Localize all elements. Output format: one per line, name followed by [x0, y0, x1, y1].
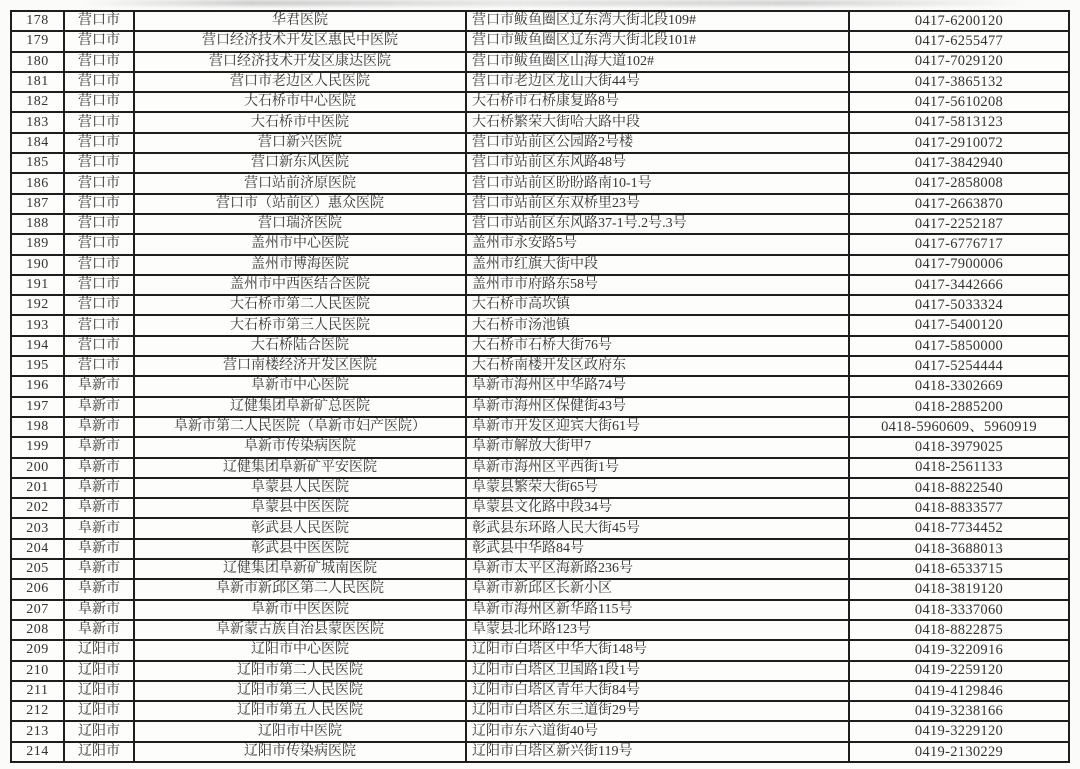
- row-number-cell: 205: [11, 559, 64, 579]
- table-row: [11, 397, 1069, 417]
- table-row: [11, 173, 1069, 193]
- row-number-cell: 201: [11, 478, 64, 498]
- hospital-name-cell: 盖州市博海医院: [134, 255, 466, 275]
- address-cell: 彰武县东环路人民大街45号: [466, 518, 849, 538]
- row-number-cell: 189: [11, 234, 64, 254]
- phone-cell: 0417-7900006: [849, 255, 1069, 275]
- phone-cell: 0418-3688013: [849, 539, 1069, 559]
- row-number-cell: 214: [11, 742, 64, 762]
- table-row: [11, 478, 1069, 498]
- city-cell: 阜新市: [64, 437, 134, 457]
- table-row: [11, 133, 1069, 153]
- address-cell: 大石桥市高坎镇: [466, 295, 849, 315]
- city-cell: 辽阳市: [64, 681, 134, 701]
- phone-cell: 0417-5400120: [849, 315, 1069, 335]
- phone-cell: 0417-5813123: [849, 112, 1069, 132]
- hospital-name-cell: 大石桥市中心医院: [134, 92, 466, 112]
- table-row: [11, 458, 1069, 478]
- row-number-cell: 178: [11, 11, 64, 31]
- table-row: [11, 721, 1069, 741]
- table-row: [11, 255, 1069, 275]
- row-number-cell: 206: [11, 579, 64, 599]
- hospital-name-cell: 大石桥市中医院: [134, 112, 466, 132]
- address-cell: 营口市鲅鱼圈区山海大道102#: [466, 52, 849, 72]
- table-row: [11, 417, 1069, 437]
- phone-cell: 0418-3302669: [849, 376, 1069, 396]
- hospital-name-cell: 盖州市中心医院: [134, 234, 466, 254]
- address-cell: 盖州市永安路5号: [466, 234, 849, 254]
- row-number-cell: 190: [11, 255, 64, 275]
- phone-cell: 0419-2259120: [849, 661, 1069, 681]
- hospital-name-cell: 阜新市中心医院: [134, 376, 466, 396]
- city-cell: 阜新市: [64, 376, 134, 396]
- phone-cell: 0418-2885200: [849, 397, 1069, 417]
- hospital-name-cell: 彰武县中医医院: [134, 539, 466, 559]
- hospital-name-cell: 营口南楼经济开发区医院: [134, 356, 466, 376]
- city-cell: 营口市: [64, 194, 134, 214]
- table-row: [11, 356, 1069, 376]
- table-row: [11, 234, 1069, 254]
- hospital-name-cell: 彰武县人民医院: [134, 518, 466, 538]
- city-cell: 营口市: [64, 11, 134, 31]
- city-cell: 阜新市: [64, 539, 134, 559]
- address-cell: 阜新市海州区中华路74号: [466, 376, 849, 396]
- hospital-name-cell: 华君医院: [134, 11, 466, 31]
- table-row: [11, 52, 1069, 72]
- city-cell: 营口市: [64, 92, 134, 112]
- address-cell: 营口市站前区东风路37-1号.2号.3号: [466, 214, 849, 234]
- address-cell: 盖州市红旗大街中段: [466, 255, 849, 275]
- phone-cell: 0417-3442666: [849, 275, 1069, 295]
- phone-cell: 0419-3220916: [849, 640, 1069, 660]
- phone-cell: 0418-6533715: [849, 559, 1069, 579]
- phone-cell: 0419-3238166: [849, 701, 1069, 721]
- city-cell: 辽阳市: [64, 640, 134, 660]
- phone-cell: 0418-5960609、5960919: [849, 417, 1069, 437]
- hospital-name-cell: 阜新蒙古族自治县蒙医医院: [134, 620, 466, 640]
- city-cell: 营口市: [64, 153, 134, 173]
- address-cell: 营口市鲅鱼圈区辽东湾大街北段101#: [466, 31, 849, 51]
- phone-cell: 0418-3337060: [849, 600, 1069, 620]
- city-cell: 营口市: [64, 275, 134, 295]
- city-cell: 阜新市: [64, 600, 134, 620]
- phone-cell: 0418-8822540: [849, 478, 1069, 498]
- row-number-cell: 197: [11, 397, 64, 417]
- address-cell: 辽阳市白塔区卫国路1段1号: [466, 661, 849, 681]
- phone-cell: 0417-5610208: [849, 92, 1069, 112]
- city-cell: 辽阳市: [64, 661, 134, 681]
- city-cell: 阜新市: [64, 458, 134, 478]
- address-cell: 辽阳市白塔区东三道街29号: [466, 701, 849, 721]
- hospital-name-cell: 阜新市新邱区第二人民医院: [134, 579, 466, 599]
- table-row: [11, 742, 1069, 762]
- row-number-cell: 202: [11, 498, 64, 518]
- address-cell: 大石桥繁荣大街哈大路中段: [466, 112, 849, 132]
- address-cell: 辽阳市白塔区青年大街84号: [466, 681, 849, 701]
- hospital-name-cell: 大石桥市第二人民医院: [134, 295, 466, 315]
- address-cell: 阜蒙县文化路中段34号: [466, 498, 849, 518]
- address-cell: 阜新市解放大街甲7: [466, 437, 849, 457]
- city-cell: 营口市: [64, 336, 134, 356]
- row-number-cell: 195: [11, 356, 64, 376]
- row-number-cell: 210: [11, 661, 64, 681]
- city-cell: 营口市: [64, 133, 134, 153]
- table-row: [11, 153, 1069, 173]
- city-cell: 阜新市: [64, 478, 134, 498]
- table-row: [11, 600, 1069, 620]
- address-cell: 营口市站前区盼盼路南10-1号: [466, 173, 849, 193]
- city-cell: 营口市: [64, 234, 134, 254]
- hospital-name-cell: 大石桥市第三人民医院: [134, 315, 466, 335]
- hospital-name-cell: 辽阳市中心医院: [134, 640, 466, 660]
- phone-cell: 0417-2858008: [849, 173, 1069, 193]
- phone-cell: 0418-3979025: [849, 437, 1069, 457]
- address-cell: 辽阳市白塔区中华大街148号: [466, 640, 849, 660]
- table-row: [11, 681, 1069, 701]
- address-cell: 营口市站前区东双桥里23号: [466, 194, 849, 214]
- row-number-cell: 211: [11, 681, 64, 701]
- row-number-cell: 182: [11, 92, 64, 112]
- city-cell: 营口市: [64, 295, 134, 315]
- phone-cell: 0418-8822875: [849, 620, 1069, 640]
- hospital-name-cell: 盖州市中西医结合医院: [134, 275, 466, 295]
- row-number-cell: 193: [11, 315, 64, 335]
- table-row: [11, 518, 1069, 538]
- address-cell: 大石桥市汤池镇: [466, 315, 849, 335]
- row-number-cell: 204: [11, 539, 64, 559]
- row-number-cell: 196: [11, 376, 64, 396]
- table-row: [11, 559, 1069, 579]
- row-number-cell: 208: [11, 620, 64, 640]
- address-cell: 大石桥市石桥康复路8号: [466, 92, 849, 112]
- city-cell: 营口市: [64, 356, 134, 376]
- address-cell: 盖州市市府路东58号: [466, 275, 849, 295]
- table-row: [11, 295, 1069, 315]
- city-cell: 阜新市: [64, 397, 134, 417]
- hospital-name-cell: 辽阳市第三人民医院: [134, 681, 466, 701]
- city-cell: 辽阳市: [64, 721, 134, 741]
- row-number-cell: 212: [11, 701, 64, 721]
- phone-cell: 0418-8833577: [849, 498, 1069, 518]
- table-row: [11, 701, 1069, 721]
- row-number-cell: 192: [11, 295, 64, 315]
- row-number-cell: 199: [11, 437, 64, 457]
- address-cell: 阜新市开发区迎宾大街61号: [466, 417, 849, 437]
- table-row: [11, 194, 1069, 214]
- table-row: [11, 620, 1069, 640]
- row-number-cell: 194: [11, 336, 64, 356]
- table-row: [11, 437, 1069, 457]
- address-cell: 阜蒙县繁荣大街65号: [466, 478, 849, 498]
- hospital-name-cell: 辽阳市中医院: [134, 721, 466, 741]
- table-row: [11, 72, 1069, 92]
- city-cell: 阜新市: [64, 417, 134, 437]
- phone-cell: 0417-3865132: [849, 72, 1069, 92]
- address-cell: 阜新市新邱区长新小区: [466, 579, 849, 599]
- table-row: [11, 315, 1069, 335]
- address-cell: 阜新市太平区海新路236号: [466, 559, 849, 579]
- phone-cell: 0419-2130229: [849, 742, 1069, 762]
- table-row: [11, 11, 1069, 31]
- phone-cell: 0417-7029120: [849, 52, 1069, 72]
- hospital-name-cell: 阜新市第二人民医院（阜新市妇产医院）: [134, 417, 466, 437]
- city-cell: 营口市: [64, 112, 134, 132]
- city-cell: 辽阳市: [64, 701, 134, 721]
- row-number-cell: 180: [11, 52, 64, 72]
- city-cell: 阜新市: [64, 579, 134, 599]
- phone-cell: 0417-2910072: [849, 133, 1069, 153]
- row-number-cell: 198: [11, 417, 64, 437]
- phone-cell: 0418-3819120: [849, 579, 1069, 599]
- table-row: [11, 31, 1069, 51]
- hospital-name-cell: 营口瑞济医院: [134, 214, 466, 234]
- table-row: [11, 498, 1069, 518]
- hospital-name-cell: 阜新市中医医院: [134, 600, 466, 620]
- city-cell: 阜新市: [64, 620, 134, 640]
- hospital-table-body: [11, 11, 1069, 762]
- hospital-name-cell: 营口站前济原医院: [134, 173, 466, 193]
- table-row: [11, 112, 1069, 132]
- address-cell: 大石桥南楼开发区政府东: [466, 356, 849, 376]
- phone-cell: 0417-6200120: [849, 11, 1069, 31]
- address-cell: 营口市老边区龙山大街44号: [466, 72, 849, 92]
- hospital-name-cell: 营口经济技术开发区惠民中医院: [134, 31, 466, 51]
- hospital-name-cell: 阜蒙县人民医院: [134, 478, 466, 498]
- hospital-name-cell: 阜蒙县中医医院: [134, 498, 466, 518]
- table-row: [11, 579, 1069, 599]
- phone-cell: 0417-6776717: [849, 234, 1069, 254]
- phone-cell: 0418-2561133: [849, 458, 1069, 478]
- hospital-contact-table: [10, 10, 1070, 763]
- address-cell: 阜蒙县北环路123号: [466, 620, 849, 640]
- row-number-cell: 203: [11, 518, 64, 538]
- row-number-cell: 209: [11, 640, 64, 660]
- city-cell: 辽阳市: [64, 742, 134, 762]
- hospital-name-cell: 辽健集团阜新矿城南医院: [134, 559, 466, 579]
- city-cell: 营口市: [64, 52, 134, 72]
- hospital-name-cell: 阜新市传染病医院: [134, 437, 466, 457]
- phone-cell: 0417-5850000: [849, 336, 1069, 356]
- address-cell: 辽阳市白塔区新兴街119号: [466, 742, 849, 762]
- city-cell: 营口市: [64, 315, 134, 335]
- table-row: [11, 275, 1069, 295]
- city-cell: 营口市: [64, 173, 134, 193]
- hospital-name-cell: 营口经济技术开发区康达医院: [134, 52, 466, 72]
- phone-cell: 0417-3842940: [849, 153, 1069, 173]
- row-number-cell: 183: [11, 112, 64, 132]
- city-cell: 营口市: [64, 255, 134, 275]
- row-number-cell: 184: [11, 133, 64, 153]
- phone-cell: 0417-5254444: [849, 356, 1069, 376]
- table-row: [11, 539, 1069, 559]
- row-number-cell: 188: [11, 214, 64, 234]
- address-cell: 阜新市海州区平西街1号: [466, 458, 849, 478]
- row-number-cell: 213: [11, 721, 64, 741]
- table-row: [11, 336, 1069, 356]
- phone-cell: 0417-5033324: [849, 295, 1069, 315]
- phone-cell: 0419-3229120: [849, 721, 1069, 741]
- scan-smudge-artifact: [80, 0, 1030, 6]
- hospital-name-cell: 营口市老边区人民医院: [134, 72, 466, 92]
- phone-cell: 0418-7734452: [849, 518, 1069, 538]
- table-row: [11, 640, 1069, 660]
- table-row: [11, 214, 1069, 234]
- address-cell: 营口市站前区公园路2号楼: [466, 133, 849, 153]
- city-cell: 营口市: [64, 31, 134, 51]
- city-cell: 阜新市: [64, 559, 134, 579]
- city-cell: 阜新市: [64, 518, 134, 538]
- address-cell: 营口市鲅鱼圈区辽东湾大街北段109#: [466, 11, 849, 31]
- hospital-name-cell: 营口新兴医院: [134, 133, 466, 153]
- hospital-name-cell: 营口新东风医院: [134, 153, 466, 173]
- row-number-cell: 200: [11, 458, 64, 478]
- address-cell: 大石桥市石桥大街76号: [466, 336, 849, 356]
- hospital-name-cell: 辽阳市传染病医院: [134, 742, 466, 762]
- phone-cell: 0419-4129846: [849, 681, 1069, 701]
- phone-cell: 0417-2663870: [849, 194, 1069, 214]
- row-number-cell: 179: [11, 31, 64, 51]
- city-cell: 阜新市: [64, 498, 134, 518]
- hospital-name-cell: 大石桥陆合医院: [134, 336, 466, 356]
- row-number-cell: 191: [11, 275, 64, 295]
- hospital-name-cell: 辽健集团阜新矿平安医院: [134, 458, 466, 478]
- row-number-cell: 185: [11, 153, 64, 173]
- row-number-cell: 186: [11, 173, 64, 193]
- address-cell: 阜新市海州区新华路115号: [466, 600, 849, 620]
- table-row: [11, 661, 1069, 681]
- address-cell: 辽阳市东六道街40号: [466, 721, 849, 741]
- table-row: [11, 376, 1069, 396]
- hospital-name-cell: 营口市（站前区）惠众医院: [134, 194, 466, 214]
- address-cell: 彰武县中华路84号: [466, 539, 849, 559]
- city-cell: 营口市: [64, 72, 134, 92]
- hospital-name-cell: 辽阳市第二人民医院: [134, 661, 466, 681]
- phone-cell: 0417-6255477: [849, 31, 1069, 51]
- address-cell: 阜新市海州区保健街43号: [466, 397, 849, 417]
- phone-cell: 0417-2252187: [849, 214, 1069, 234]
- hospital-name-cell: 辽健集团阜新矿总医院: [134, 397, 466, 417]
- table-row: [11, 92, 1069, 112]
- city-cell: 营口市: [64, 214, 134, 234]
- row-number-cell: 207: [11, 600, 64, 620]
- hospital-name-cell: 辽阳市第五人民医院: [134, 701, 466, 721]
- row-number-cell: 181: [11, 72, 64, 92]
- row-number-cell: 187: [11, 194, 64, 214]
- address-cell: 营口市站前区东风路48号: [466, 153, 849, 173]
